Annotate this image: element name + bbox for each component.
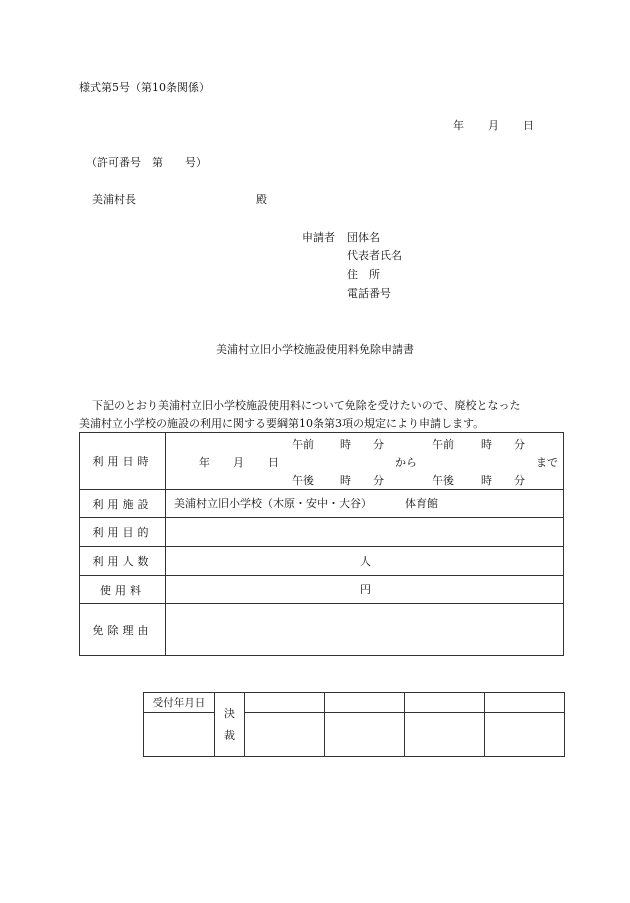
approver-header-cell: [245, 693, 325, 713]
received-date-value[interactable]: [144, 713, 215, 757]
permit-number: （許可番号 第 号）: [86, 156, 207, 169]
end-am-minute-label: 分: [514, 438, 525, 451]
facility-school-name: 美浦村立旧小学校（木原・安中・大谷）: [174, 497, 372, 510]
attendees-label: 利用人数: [80, 547, 166, 576]
reason-value[interactable]: [166, 604, 564, 656]
decision-char-1: 決: [224, 706, 235, 720]
approver-header-cell: [485, 693, 565, 713]
usage-until-label: まで: [536, 456, 558, 469]
fee-unit: 円: [360, 583, 371, 596]
row-purpose: [80, 518, 564, 547]
approver-stamp-cell[interactable]: [485, 713, 565, 757]
application-table: [79, 432, 564, 656]
purpose-label: 利用目的: [80, 518, 166, 547]
approver-header-cell: [405, 693, 485, 713]
end-pm-label: 午後: [432, 474, 454, 487]
body-text-line1: 下記のとおり美浦村立旧小学校施設使用料について免除を受けたいので、廃校となった: [92, 399, 521, 412]
start-pm-hour-label: 時: [340, 474, 351, 487]
approver-header-cell: [325, 693, 405, 713]
end-pm-minute-label: 分: [514, 474, 525, 487]
date-month-label: 月: [488, 119, 499, 132]
row-usage-datetime: [80, 433, 564, 490]
usage-year-label: 年: [199, 456, 210, 469]
body-text-line2: 美浦村立小学校の施設の利用に関する要綱第10条第3項の規定により申請します。: [79, 417, 485, 430]
usage-datetime-label: 利用日時: [80, 433, 166, 490]
form-number: 様式第5号（第10条関係）: [79, 81, 210, 94]
row-facility: [80, 490, 564, 518]
recipient-honorific: 殿: [256, 193, 267, 206]
attendees-value[interactable]: [166, 547, 564, 576]
purpose-value[interactable]: [166, 518, 564, 547]
start-pm-minute-label: 分: [373, 474, 384, 487]
approval-header-row: [144, 693, 565, 713]
start-pm-label: 午後: [292, 474, 314, 487]
applicant-field-representative: 代表者氏名: [347, 249, 402, 262]
usage-month-label: 月: [233, 456, 244, 469]
approval-table: [143, 692, 565, 757]
start-am-label: 午前: [292, 438, 314, 451]
decision-char-2: 裁: [224, 728, 235, 742]
applicant-field-organization: 団体名: [347, 231, 380, 244]
start-am-hour-label: 時: [340, 438, 351, 451]
end-am-hour-label: 時: [481, 438, 492, 451]
applicant-field-address: 住 所: [347, 268, 380, 281]
approver-stamp-cell[interactable]: [325, 713, 405, 757]
usage-datetime-value[interactable]: [166, 433, 564, 490]
document-title: 美浦村立旧小学校施設使用料免除申請書: [216, 343, 414, 356]
start-am-minute-label: 分: [373, 438, 384, 451]
fee-label: 使用料: [80, 576, 166, 604]
applicant-field-phone: 電話番号: [347, 287, 391, 300]
end-pm-hour-label: 時: [481, 474, 492, 487]
row-reason: [80, 604, 564, 656]
facility-value[interactable]: [166, 490, 564, 518]
decision-label: [215, 693, 245, 757]
date-day-label: 日: [523, 119, 534, 132]
facility-label: 利用施設: [80, 490, 166, 518]
row-fee: [80, 576, 564, 604]
attendees-unit: 人: [360, 555, 371, 568]
end-am-label: 午前: [432, 438, 454, 451]
usage-day-label: 日: [268, 456, 279, 469]
reason-label: 免除理由: [80, 604, 166, 656]
applicant-label: 申請者: [302, 231, 335, 244]
approver-stamp-cell[interactable]: [405, 713, 485, 757]
date-year-label: 年: [453, 119, 464, 132]
received-date-label: 受付年月日: [144, 693, 215, 713]
recipient-name: 美浦村長: [92, 193, 136, 206]
usage-from-label: から: [395, 456, 417, 469]
approver-stamp-cell[interactable]: [245, 713, 325, 757]
fee-value[interactable]: [166, 576, 564, 604]
facility-gym: 体育館: [405, 497, 438, 510]
approval-body-row: [144, 713, 565, 757]
row-attendees: [80, 547, 564, 576]
